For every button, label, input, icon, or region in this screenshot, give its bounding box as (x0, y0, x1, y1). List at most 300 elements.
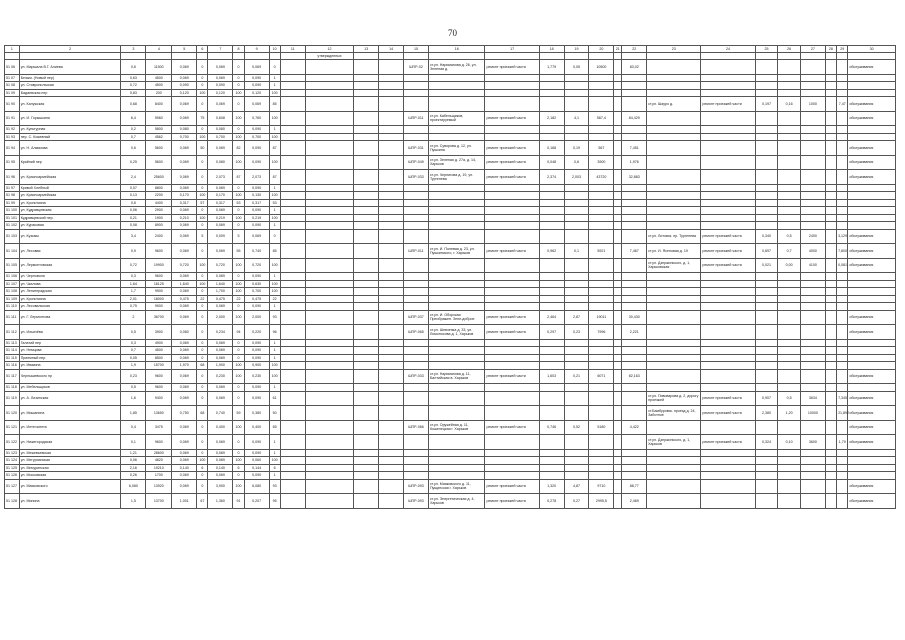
road-name-cell: ул. Кузьмы (19, 229, 121, 244)
road-name-cell: ул. Мебельщиков (19, 384, 121, 392)
value-cell: 0,5 (121, 325, 146, 340)
value-cell (564, 74, 589, 82)
value-cell (778, 325, 801, 340)
value-cell (837, 354, 848, 362)
value-cell (564, 214, 589, 222)
table-row (5, 222, 896, 230)
value-cell: 0,090 (244, 354, 269, 362)
value-cell: 0 (197, 126, 208, 134)
value-cell (539, 199, 564, 207)
value-cell (539, 457, 564, 465)
value-cell: 1 (269, 384, 280, 392)
location-cell (428, 435, 485, 450)
value-cell: 0 (233, 449, 244, 457)
location-cell: ст.ул. Оружейная д. 11, Кошелецкая г. Харьков (428, 420, 485, 435)
continuation-row (5, 53, 896, 60)
value-cell (589, 449, 614, 457)
value-cell: 0,26 (121, 472, 146, 480)
value-cell: 0,21 (121, 214, 146, 222)
value-cell: 0,090 (244, 141, 269, 156)
empty-cell (280, 472, 305, 480)
value-cell: 6,4 (121, 111, 146, 126)
status-cell (848, 82, 896, 90)
empty-cell (379, 384, 404, 392)
empty-cell (354, 60, 379, 75)
value-cell: 100 (269, 369, 280, 384)
value-cell: 0 (233, 60, 244, 75)
location-cell (428, 273, 485, 281)
road-name-cell: ул. Немцова (19, 347, 121, 355)
empty-cell (354, 184, 379, 192)
empty-cell (379, 199, 404, 207)
value-cell (589, 435, 614, 450)
road-name-cell: Чернышевского пр (19, 369, 121, 384)
empty-cell (379, 126, 404, 134)
value-cell: 93 (269, 479, 280, 494)
object-code-cell (404, 280, 429, 288)
value-cell: 0 (197, 347, 208, 355)
table-row (5, 89, 896, 97)
empty-cell (305, 141, 354, 156)
value-cell: 2,469 (622, 494, 647, 509)
empty-cell (589, 53, 614, 60)
empty-cell (354, 126, 379, 134)
value-cell: 0,380 (244, 406, 269, 421)
value-cell: 1 (269, 449, 280, 457)
road-name-cell: ул. Ивакина (19, 362, 121, 370)
empty-cell (614, 60, 622, 75)
empty-cell (379, 472, 404, 480)
empty-cell (354, 303, 379, 311)
value-cell (800, 74, 825, 82)
value-cell (837, 273, 848, 281)
table-row (5, 295, 896, 303)
value-cell (622, 222, 647, 230)
location-cell (647, 74, 701, 82)
value-cell: 0,069 (172, 303, 197, 311)
value-cell: 3,4 (121, 229, 146, 244)
empty-cell (825, 207, 836, 215)
value-cell: 0,048 (539, 155, 564, 170)
value-cell: 9900 (146, 303, 172, 311)
value-cell (622, 184, 647, 192)
value-cell (837, 472, 848, 480)
value-cell (800, 89, 825, 97)
value-cell: 1,79 (837, 435, 848, 450)
value-cell (589, 89, 614, 97)
value-cell: 1,976 (622, 155, 647, 170)
value-cell: 6 (233, 464, 244, 472)
value-cell: 0,069 (172, 472, 197, 480)
location-cell (647, 420, 701, 435)
value-cell (800, 384, 825, 392)
value-cell: 0,069 (172, 207, 197, 215)
empty-cell (564, 53, 589, 60)
value-cell: 0,069 (172, 435, 197, 450)
road-id-cell: 51 116 (5, 362, 20, 370)
empty-cell (280, 155, 305, 170)
empty-cell (825, 384, 836, 392)
road-id-cell: 51 110 (5, 303, 20, 311)
empty-cell (233, 53, 244, 60)
value-cell (755, 369, 778, 384)
work-type-cell (701, 479, 755, 494)
value-cell (778, 354, 801, 362)
value-cell: 0,069 (172, 479, 197, 494)
value-cell: 0,72 (121, 82, 146, 90)
work-type-cell: ремонт проезжей части (485, 111, 539, 126)
location-cell (647, 449, 701, 457)
value-cell: 0,090 (244, 74, 269, 82)
value-cell (622, 449, 647, 457)
location-cell (428, 229, 485, 244)
table-row (5, 244, 896, 259)
value-cell (755, 295, 778, 303)
value-cell: 0,069 (172, 155, 197, 170)
location-cell (647, 89, 701, 97)
value-cell: 0,069 (208, 141, 233, 156)
value-cell: 5600 (146, 141, 172, 156)
location-cell (647, 494, 701, 509)
empty-cell (280, 184, 305, 192)
value-cell: 7,47 (837, 97, 848, 112)
value-cell: 1,779 (539, 60, 564, 75)
table-row (5, 362, 896, 370)
value-cell: 100 (197, 192, 208, 200)
work-type-cell (701, 170, 755, 185)
value-cell (800, 214, 825, 222)
value-cell: 0,069 (208, 347, 233, 355)
empty-cell (305, 111, 354, 126)
value-cell (755, 222, 778, 230)
road-id-cell: 51 07 (5, 74, 20, 82)
work-type-cell: ремонт проезжей части (485, 310, 539, 325)
value-cell: 0,700 (244, 288, 269, 296)
empty-cell (539, 53, 564, 60)
empty-cell (305, 170, 354, 185)
value-cell: 0,140 (172, 464, 197, 472)
empty-cell (379, 258, 404, 273)
work-type-cell (485, 97, 539, 112)
value-cell (755, 449, 778, 457)
road-id-cell: 51 121 (5, 420, 20, 435)
value-cell: 28600 (146, 449, 172, 457)
value-cell: 0,021 (755, 258, 778, 273)
road-id-cell: 51 126 (5, 472, 20, 480)
value-cell: 0,23 (121, 369, 146, 384)
value-cell: 0 (197, 479, 208, 494)
value-cell (539, 258, 564, 273)
empty-cell (825, 339, 836, 347)
location-cell: ст.ул. Нариманова д. 11, Балтийская в. Харьков (428, 369, 485, 384)
location-cell: ст.ул. Шауро д. (647, 97, 701, 112)
road-name-cell: ул. Интегзитета (19, 420, 121, 435)
empty-cell (280, 384, 305, 392)
work-type-cell (485, 214, 539, 222)
empty-cell (305, 435, 354, 450)
road-name-cell: Приемный пер. (19, 354, 121, 362)
value-cell: 100 (269, 258, 280, 273)
value-cell: 1,360 (208, 494, 233, 509)
value-cell (800, 339, 825, 347)
value-cell (837, 82, 848, 90)
value-cell: 0,234 (208, 325, 233, 340)
status-cell: обслуживания (848, 244, 896, 259)
empty-cell (379, 494, 404, 509)
empty-cell (379, 133, 404, 141)
header-cell: 16 (428, 46, 485, 53)
value-cell: 0,069 (208, 97, 233, 112)
table-row (5, 347, 896, 355)
value-cell: 4900 (146, 339, 172, 347)
value-cell: 100 (233, 133, 244, 141)
value-cell (622, 406, 647, 421)
empty-cell (837, 53, 848, 60)
value-cell (589, 214, 614, 222)
empty-cell (848, 53, 896, 60)
empty-cell (379, 406, 404, 421)
value-cell: 13920 (146, 479, 172, 494)
location-cell: ст.ул. И. Ясеновая д. 19 (647, 244, 701, 259)
object-code-cell (404, 82, 429, 90)
value-cell: 0,069 (172, 244, 197, 259)
value-cell: 0,9 (121, 244, 146, 259)
value-cell: 0,090 (244, 449, 269, 457)
value-cell (539, 89, 564, 97)
value-cell (622, 384, 647, 392)
road-id-cell: 51 123 (5, 449, 20, 457)
object-code-cell: ШПР-065 (404, 325, 429, 340)
value-cell: 4000 (800, 244, 825, 259)
value-cell (622, 192, 647, 200)
value-cell: 3634 (800, 391, 825, 406)
location-cell (647, 184, 701, 192)
road-name-cell: ул. Нижегородская (19, 435, 121, 450)
location-cell: ст.ул. Энергетическая д. 4, Харьков (428, 494, 485, 509)
value-cell: 3900 (146, 325, 172, 340)
value-cell: 100 (233, 155, 244, 170)
value-cell: 11500 (146, 60, 172, 75)
road-name-cell: ул. Калужская (19, 97, 121, 112)
location-cell: ст.ул. Кабельщиков, проектируемый (428, 111, 485, 126)
road-name-cell: ул. Кропоткина (19, 295, 121, 303)
value-cell (837, 133, 848, 141)
empty-cell (280, 362, 305, 370)
empty-cell (305, 303, 354, 311)
location-cell (647, 170, 701, 185)
value-cell: 8400 (146, 97, 172, 112)
value-cell: 100 (269, 133, 280, 141)
value-cell: 0,069 (172, 420, 197, 435)
value-cell (778, 472, 801, 480)
empty-cell (354, 310, 379, 325)
road-id-cell: 51 08 (5, 82, 20, 90)
table-row (5, 82, 896, 90)
object-code-cell (404, 133, 429, 141)
value-cell (539, 273, 564, 281)
value-cell: 0,009 (208, 229, 233, 244)
value-cell (837, 74, 848, 82)
value-cell: 0 (233, 472, 244, 480)
value-cell: 0,060 (244, 457, 269, 465)
road-name-cell: ул. Межевьевская (19, 449, 121, 457)
empty-cell (354, 229, 379, 244)
empty-cell (379, 141, 404, 156)
empty-cell (701, 53, 755, 60)
value-cell (778, 222, 801, 230)
value-cell: 0,090 (244, 435, 269, 450)
empty-cell (379, 449, 404, 457)
value-cell: 0,069 (208, 435, 233, 450)
value-cell: 0,090 (244, 339, 269, 347)
location-cell (647, 384, 701, 392)
value-cell: 19210 (146, 464, 172, 472)
value-cell: 0,07 (121, 184, 146, 192)
value-cell: 57 (197, 199, 208, 207)
location-cell: ст.ул. Чернигова д. 19, ул. Тургенева (428, 170, 485, 185)
value-cell: 1,640 (172, 280, 197, 288)
value-cell: 0,120 (208, 89, 233, 97)
object-code-cell (404, 89, 429, 97)
value-cell: 0,05 (121, 354, 146, 362)
work-type-cell (701, 339, 755, 347)
value-cell: 0,317 (172, 199, 197, 207)
value-cell: 0,069 (208, 273, 233, 281)
value-cell (589, 347, 614, 355)
empty-cell (354, 295, 379, 303)
value-cell (778, 288, 801, 296)
empty-cell (172, 53, 197, 60)
work-type-cell (485, 406, 539, 421)
table-row (5, 435, 896, 450)
work-type-cell: ремонт проезжей части (485, 170, 539, 185)
road-name-cell: ул. А. Лизинская (19, 391, 121, 406)
value-cell: 0,750 (172, 406, 197, 421)
work-type-cell: ремонт проезжей части (485, 155, 539, 170)
empty-cell (379, 60, 404, 75)
value-cell (778, 141, 801, 156)
value-cell (837, 60, 848, 75)
object-code-cell (404, 464, 429, 472)
status-cell: обслуживания (848, 420, 896, 435)
value-cell: 1 (269, 126, 280, 134)
value-cell: 5800 (146, 126, 172, 134)
empty-cell (280, 53, 305, 60)
work-type-cell: ремонт проезжей части (485, 60, 539, 75)
value-cell: 0,069 (208, 60, 233, 75)
empty-cell (280, 449, 305, 457)
value-cell (755, 362, 778, 370)
location-cell (428, 222, 485, 230)
location-cell (428, 280, 485, 288)
value-cell: 0,27 (564, 494, 589, 509)
empty-cell (280, 199, 305, 207)
value-cell: 0,069 (172, 369, 197, 384)
value-cell: 2,003 (564, 170, 589, 185)
value-cell (589, 391, 614, 406)
empty-cell (305, 354, 354, 362)
road-id-cell: 51 105 (5, 258, 20, 273)
value-cell (564, 464, 589, 472)
work-type-cell: ремонт проезжей части (701, 97, 755, 112)
work-type-cell: ремонт проезжей части (701, 229, 755, 244)
data-table-wrapper (4, 45, 896, 509)
empty-cell (614, 244, 622, 259)
empty-cell (614, 339, 622, 347)
status-cell (848, 89, 896, 97)
value-cell: 0,400 (244, 420, 269, 435)
value-cell: 2995,5 (589, 494, 614, 509)
table-row (5, 74, 896, 82)
object-code-cell (404, 222, 429, 230)
work-type-cell (485, 391, 539, 406)
status-cell: обслуживания (848, 494, 896, 509)
empty-cell (614, 53, 622, 60)
road-name-cell: ул. Минина (19, 494, 121, 509)
table-row (5, 391, 896, 406)
value-cell: 567 (589, 141, 614, 156)
value-cell: 61 (269, 391, 280, 406)
value-cell: 21,892 (837, 406, 848, 421)
work-type-cell (485, 74, 539, 82)
empty-cell (379, 184, 404, 192)
value-cell (800, 60, 825, 75)
value-cell: 0,7 (121, 133, 146, 141)
value-cell: 0,069 (172, 288, 197, 296)
empty-cell (280, 126, 305, 134)
empty-cell (379, 273, 404, 281)
empty-cell (354, 369, 379, 384)
empty-cell (280, 82, 305, 90)
value-cell: 100 (233, 111, 244, 126)
value-cell (622, 126, 647, 134)
value-cell: 0,069 (172, 457, 197, 465)
value-cell: 0 (269, 229, 280, 244)
road-id-cell: 51 108 (5, 288, 20, 296)
table-row (5, 449, 896, 457)
value-cell: 13700 (146, 494, 172, 509)
value-cell: 0 (197, 303, 208, 311)
work-type-cell (485, 199, 539, 207)
location-cell (647, 354, 701, 362)
empty-cell (305, 155, 354, 170)
value-cell (622, 354, 647, 362)
value-cell: 4100 (800, 258, 825, 273)
value-cell: 0,278 (539, 494, 564, 509)
object-code-cell: ШПР-033 (404, 170, 429, 185)
value-cell: 0,069 (208, 391, 233, 406)
value-cell (800, 192, 825, 200)
value-cell (564, 199, 589, 207)
empty-cell (379, 280, 404, 288)
location-cell (428, 126, 485, 134)
value-cell: 1 (269, 74, 280, 82)
road-name-cell: ул. Кудрявцевская (19, 207, 121, 215)
value-cell: 0 (197, 184, 208, 192)
value-cell: 0 (233, 184, 244, 192)
value-cell (564, 288, 589, 296)
value-cell: 87 (269, 141, 280, 156)
value-cell (539, 362, 564, 370)
value-cell (837, 310, 848, 325)
value-cell: 0 (233, 273, 244, 281)
value-cell (778, 479, 801, 494)
empty-cell (614, 464, 622, 472)
value-cell (755, 494, 778, 509)
value-cell: 0,700 (172, 133, 197, 141)
work-type-cell (485, 258, 539, 273)
value-cell (800, 472, 825, 480)
